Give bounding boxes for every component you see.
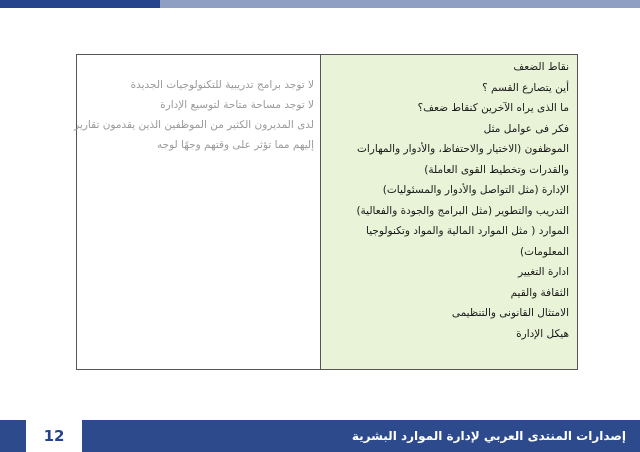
example-line: إليهم مما تؤثر على وقتهم وجهًا لوجه	[156, 139, 314, 151]
weakness-line: ادارة التغيير	[518, 266, 569, 278]
examples-column	[74, 55, 321, 369]
weakness-line: والقدرات وتخطيط القوى العاملة)	[424, 163, 569, 176]
top-bar-dark	[0, 0, 160, 8]
weakness-line: الموارد ( مثل الموارد المالية والمواد وتكنولوجيا	[366, 225, 569, 237]
weakness-line: فكر فى عوامل مثل	[483, 122, 569, 135]
weaknesses-column	[321, 55, 577, 369]
weakness-line: ما الذى يراه الآخرين كنقاط ضعف؟	[417, 102, 569, 114]
top-bar-light	[160, 0, 640, 8]
weakness-line: أين يتصارع القسم ؟	[482, 81, 569, 94]
footer-title: إصدارات المنتدى العربي لإدارة الموارد البشرية	[351, 429, 626, 443]
weakness-line: الامتثال القانونى والتنظيمى	[451, 307, 569, 319]
example-line: لا توجد مساحة متاحة لتوسيع الإدارة	[160, 99, 314, 111]
weakness-line: هيكل الإدارة	[516, 327, 569, 340]
weakness-line: الإدارة (مثل التواصل والأدوار والمسئوليات)	[382, 184, 569, 196]
weaknesses-heading: نقاط الضعف	[513, 61, 569, 73]
example-line: لا توجد برامج تدريبية للتكنولوجيات الجديدة	[130, 79, 314, 91]
page-number: 12	[26, 420, 82, 452]
weakness-line: الموظفون (الاختيار والاحتفاظ، والأدوار والمهارات	[357, 143, 569, 155]
weakness-line: الثقافة والقيم	[510, 286, 569, 299]
weakness-line: التدريب والتطوير (مثل البرامج والجودة والفعالية)	[356, 204, 569, 217]
weakness-line: المعلومات)	[520, 245, 569, 258]
example-line: لدى المديرون الكثير من الموظفين الذين يقدمون تقارير	[74, 119, 314, 131]
weaknesses-table	[76, 54, 578, 370]
